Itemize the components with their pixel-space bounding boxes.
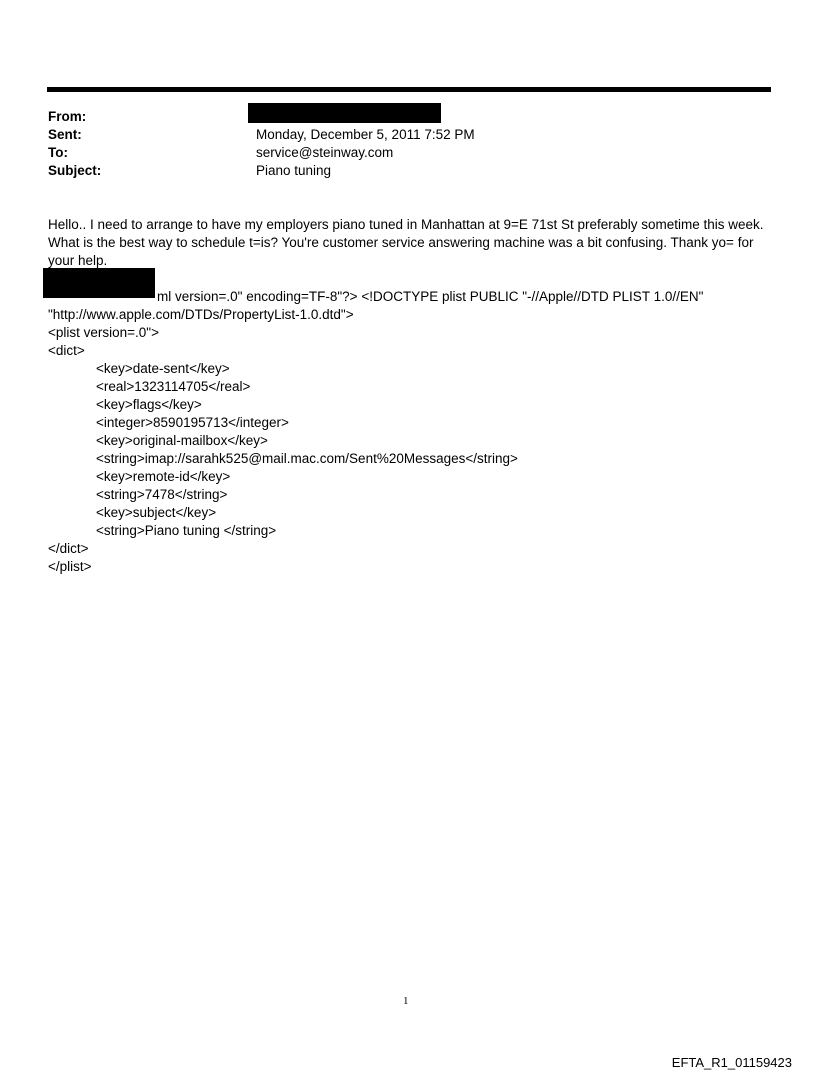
plist-line-14: <string>Piano tuning </string> — [96, 523, 277, 538]
plist-line-5: <key>date-sent</key> — [96, 361, 230, 376]
redaction-from — [248, 103, 441, 123]
subject-label: Subject: — [48, 163, 102, 178]
plist-line-15: </dict> — [48, 541, 89, 556]
page-number: 1 — [403, 995, 409, 1007]
plist-line-6: <real>1323114705</real> — [96, 379, 251, 394]
sent-label: Sent: — [48, 127, 82, 142]
plist-line-10: <string>imap://sarahk525@mail.mac.com/Sent%20Messages</string> — [96, 451, 518, 466]
plist-line-1: ml version=.0" encoding=TF-8"?> <!DOCTYPE plist PUBLIC "-//Apple//DTD PLIST 1.0//EN" — [157, 289, 704, 304]
header-rule — [47, 87, 771, 92]
plist-line-7: <key>flags</key> — [96, 397, 202, 412]
plist-line-13: <key>subject</key> — [96, 505, 217, 520]
plist-line-8: <integer>8590195713</integer> — [96, 415, 289, 430]
to-value: service@steinway.com — [256, 145, 394, 160]
subject-value: Piano tuning — [256, 163, 332, 178]
from-label: From: — [48, 109, 87, 124]
plist-line-11: <key>remote-id</key> — [96, 469, 231, 484]
plist-line-9: <key>original-mailbox</key> — [96, 433, 268, 448]
document-id: EFTA_R1_01159423 — [671, 1055, 792, 1070]
sent-value: Monday, December 5, 2011 7:52 PM — [256, 127, 475, 142]
plist-line-2: "http://www.apple.com/DTDs/PropertyList-1.0.dtd"> — [48, 307, 354, 322]
plist-line-12: <string>7478</string> — [96, 487, 228, 502]
plist-line-3: <plist version=.0"> — [48, 325, 159, 340]
to-label: To: — [48, 145, 68, 160]
redaction-phone — [43, 268, 155, 298]
plist-line-16: </plist> — [48, 559, 92, 574]
message-body: Hello.. I need to arrange to have my employers piano tuned in Manhattan at 9=E 71st St preferably sometime this week. What is the best way to schedule t=is? You're customer service answering machine was a bit confusing. Thank yo= for your help. — [48, 217, 764, 268]
plist-line-4: <dict> — [48, 343, 85, 358]
